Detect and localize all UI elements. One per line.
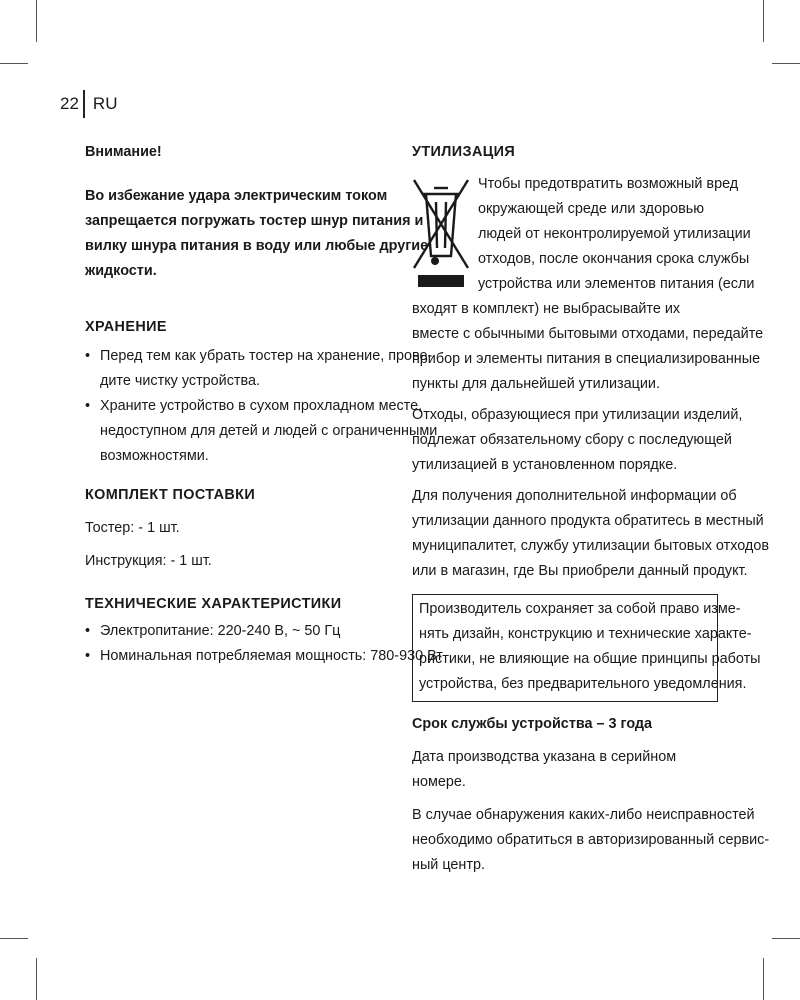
- text-line: вместе с обычными бытовыми отходами, передайте: [412, 326, 764, 342]
- right-column: [412, 140, 770, 878]
- disposal-heading: УТИЛИЗАЦИЯ: [412, 144, 516, 160]
- production-date-note: Дата производства указана в серийном номере.: [412, 749, 677, 790]
- crop-mark: [0, 938, 28, 939]
- disposal-intro: [412, 172, 764, 397]
- text-line: Храните устройство в сухом прохладном месте,: [100, 398, 423, 414]
- text-line: недоступном для детей и людей с ограниченными: [100, 423, 438, 439]
- text-line: В случае обнаружения каких-либо неисправностей: [412, 807, 755, 823]
- crossed-bin-icon: [412, 176, 470, 288]
- text-line: дите чистку устройства.: [100, 373, 260, 389]
- left-column: [85, 140, 443, 669]
- text-line: Номинальная потребляемая мощность: 780-930 Вт: [100, 648, 443, 664]
- text-line: устройства или элементов питания (если: [478, 276, 755, 292]
- text-line: необходимо обратиться в авторизированный сервис-: [412, 832, 770, 848]
- warning-text: [85, 184, 429, 284]
- text-line: устройства, без предварительного уведомления.: [419, 676, 747, 692]
- text-line: окружающей среде или здоровью: [478, 201, 705, 217]
- manufacturer-notice-box: [412, 594, 761, 702]
- crop-mark: [772, 938, 800, 939]
- text-line: Отходы, образующиеся при утилизации изделий,: [412, 407, 743, 423]
- text-line: утилизации данного продукта обратитесь в местный: [412, 513, 764, 529]
- text-line: отходов, после окончания срока службы: [478, 251, 750, 267]
- text-line: людей от неконтролируемой утилизации: [478, 226, 751, 242]
- bullet: •: [85, 623, 91, 639]
- list-item: [85, 619, 385, 644]
- text-line: Для получения дополнительной информации об: [412, 488, 737, 504]
- text-line: жидкости.: [85, 263, 157, 279]
- text-line: утилизацией в установленном порядке.: [412, 457, 678, 473]
- list-item: [85, 394, 438, 469]
- package-manual: Инструкция: - 1 шт.: [85, 553, 212, 569]
- text-line: ный центр.: [412, 857, 485, 873]
- bullet: •: [85, 348, 91, 364]
- text-line: Во избежание удара электрическим током: [85, 188, 388, 204]
- storage-heading: ХРАНЕНИЕ: [85, 319, 167, 335]
- text-line: пункты для дальнейшей утилизации.: [412, 376, 660, 392]
- bullet: •: [85, 398, 91, 414]
- crop-mark: [36, 958, 37, 1000]
- specs-heading: ТЕХНИЧЕСКИЕ ХАРАКТЕРИСТИКИ: [85, 596, 342, 612]
- text-line: или в магазин, где Вы приобрели данный продукт.: [412, 563, 748, 579]
- crop-mark: [763, 0, 764, 42]
- text-line: вилку шнура питания в воду или любые другие: [85, 238, 429, 254]
- text-line: запрещается погружать тостер шнур питания и: [85, 213, 424, 229]
- text-line: возможностями.: [100, 448, 209, 464]
- package-heading: КОМПЛЕКТ ПОСТАВКИ: [85, 487, 256, 503]
- text-line: муниципалитет, службу утилизации бытовых отходов: [412, 538, 769, 554]
- list-item: [85, 644, 443, 669]
- crop-mark: [0, 63, 28, 64]
- list-item: [85, 344, 433, 394]
- warning-title: Внимание!: [85, 144, 162, 160]
- disposal-paragraph: [412, 403, 743, 478]
- page-header: [60, 90, 117, 118]
- malfunction-note: [412, 803, 770, 878]
- text-line: Перед тем как убрать тостер на хранение, прове-: [100, 348, 433, 364]
- text-line: нять дизайн, конструкцию и технические характе-: [419, 626, 752, 642]
- text-line: прибор и элементы питания в специализированные: [412, 351, 761, 367]
- language-code: RU: [92, 94, 118, 113]
- text-line: Электропитание: 220-240 В, ~ 50 Гц: [100, 623, 341, 639]
- disposal-info-paragraph: [412, 484, 769, 584]
- page-number: 22: [60, 94, 79, 113]
- package-toaster: Тостер: - 1 шт.: [85, 520, 180, 536]
- bullet: •: [85, 648, 91, 664]
- crop-mark: [36, 0, 37, 42]
- specs-list: [85, 619, 443, 669]
- text-line: Чтобы предотвратить возможный вред: [478, 176, 739, 192]
- text-line: входят в комплект) не выбрасывайте их: [412, 301, 681, 317]
- service-life: Срок службы устройства – 3 года: [412, 716, 653, 732]
- text-line: Производитель сохраняет за собой право изме-: [419, 601, 741, 617]
- crop-mark: [763, 958, 764, 1000]
- text-line: подлежат обязательному сбору с последующей: [412, 432, 732, 448]
- header-divider: [83, 90, 85, 118]
- crop-mark: [772, 63, 800, 64]
- text-line: ристики, не влияющие на общие принципы работы: [419, 651, 761, 667]
- storage-list: [85, 344, 438, 469]
